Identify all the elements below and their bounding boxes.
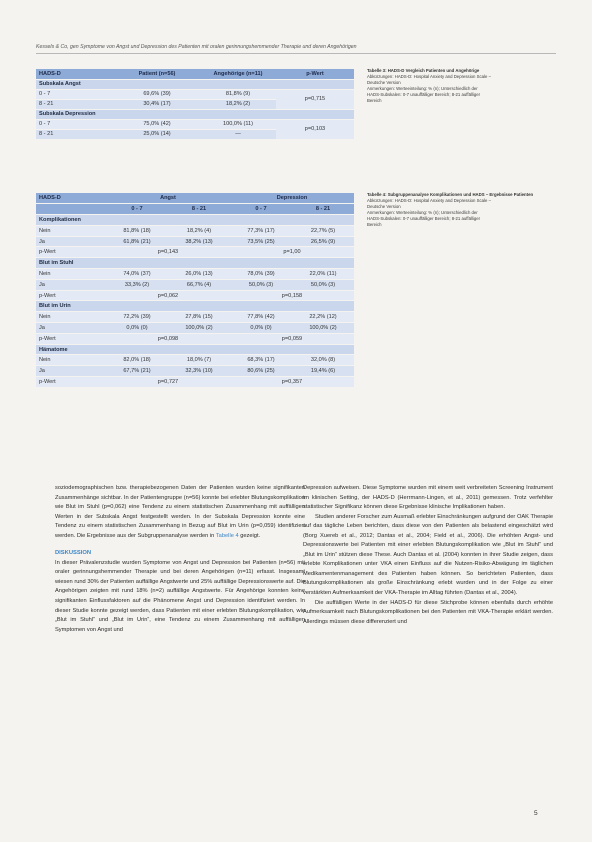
p-value-cell: p=0,357 bbox=[230, 377, 354, 388]
row-label: 8 - 21 bbox=[36, 129, 114, 139]
header-cell: Angehörige (n=11) bbox=[200, 69, 276, 79]
row-label: p-Wert bbox=[36, 247, 106, 258]
header-cell: HADS-D bbox=[36, 69, 114, 79]
table-cell: 22,2% (12) bbox=[292, 312, 354, 323]
table-row bbox=[36, 89, 354, 99]
row-label: Ja bbox=[36, 366, 106, 377]
caption-line: Bereich bbox=[367, 222, 382, 228]
table-row bbox=[36, 323, 354, 334]
table-cell: 100,0% (11) bbox=[200, 119, 276, 129]
caption-line: Deutsche Version bbox=[367, 80, 401, 86]
header-cell: Angst bbox=[106, 193, 230, 204]
header-cell: p-Wert bbox=[276, 69, 354, 79]
section-title: Subskala Angst bbox=[36, 79, 354, 89]
text-column-left bbox=[55, 484, 305, 635]
section-row bbox=[36, 301, 354, 312]
table-cell: 75,0% (42) bbox=[114, 119, 200, 129]
section-heading: DISKUSSION bbox=[55, 550, 92, 557]
table-cell: 25,0% (14) bbox=[114, 129, 200, 139]
table-cell: 50,0% (3) bbox=[230, 279, 292, 290]
caption-title: Tabelle 4: Subgruppenanalyse Komplikationen und HADS – Ergebnisse Patienten bbox=[367, 192, 534, 197]
header-cell: HADS-D bbox=[36, 193, 106, 204]
row-label: p-Wert bbox=[36, 333, 106, 344]
table-cell: 82,0% (18) bbox=[106, 355, 168, 366]
table-cell: 27,8% (15) bbox=[168, 312, 230, 323]
row-label: Ja bbox=[36, 323, 106, 334]
table-cell: 22,0% (11) bbox=[292, 269, 354, 280]
table-cell: 26,0% (13) bbox=[168, 269, 230, 280]
table-cell: — bbox=[200, 129, 276, 139]
row-label: Ja bbox=[36, 236, 106, 247]
table-caption bbox=[367, 192, 557, 229]
row-label: 0 - 7 bbox=[36, 119, 114, 129]
table-cell: 78,0% (39) bbox=[230, 269, 292, 280]
row-label: p-Wert bbox=[36, 377, 106, 388]
caption-line: HADS-Subskalen: 0-7 unauffälliger Bereich; 8-21 auffälliger bbox=[367, 92, 481, 98]
table-cell: 73,5% (25) bbox=[230, 236, 292, 247]
header-cell: 8 - 21 bbox=[168, 204, 230, 215]
caption-line: HADS-Subskalen: 0-7 unauffälliger Bereich; 8-21 auffälliger bbox=[367, 216, 481, 222]
p-value-row bbox=[36, 247, 354, 258]
paragraph-text: gezeigt. bbox=[240, 532, 261, 539]
header-cell: 0 - 7 bbox=[230, 204, 292, 215]
table-cell: 33,3% (2) bbox=[106, 279, 168, 290]
table-cell: 19,4% (6) bbox=[292, 366, 354, 377]
section-row bbox=[36, 109, 354, 119]
table-cell: 67,7% (21) bbox=[106, 366, 168, 377]
p-value-cell: p=0,098 bbox=[106, 333, 230, 344]
table-cell: 100,0% (2) bbox=[292, 323, 354, 334]
section-title: Blut im Urin bbox=[36, 301, 354, 312]
section-row bbox=[36, 344, 354, 355]
table-cell: 77,3% (17) bbox=[230, 225, 292, 236]
text-column-right bbox=[303, 484, 553, 627]
paragraph: Die auffälligen Werte in der HADS-D für diese Stichprobe können ebenfalls durch erhöhte Aufmerksamkeit nach Blutungskomplikationen bei den Patienten mit VKA-Therapie erklärt werden. Allerdings müssen diese differenziert und bbox=[303, 599, 553, 625]
table-header-row bbox=[36, 193, 354, 204]
row-label: 0 - 7 bbox=[36, 89, 114, 99]
caption-line: Deutsche Version bbox=[367, 204, 401, 210]
table-cell: 18,2% (4) bbox=[168, 225, 230, 236]
table-caption bbox=[367, 68, 557, 105]
row-label: p-Wert bbox=[36, 290, 106, 301]
section-title: Subskala Depression bbox=[36, 109, 354, 119]
paragraph: Depression aufweisen. Diese Symptome wurden mit einem weit verbreiteten Screening Instrument im klinischen Setting, der HADS-D (Herrmann-Lingen, et al., 2011) gemessen. Trotz verfehlter statistischer Signifikanz können diese Ergebnisse klinische Implikationen haben. bbox=[303, 485, 553, 511]
p-value-cell: p=0,715 bbox=[276, 89, 354, 109]
p-value-cell: p=0,143 bbox=[106, 247, 230, 258]
p-value-cell: p=0,103 bbox=[276, 119, 354, 139]
table-subgroup-analysis bbox=[36, 193, 354, 388]
table-cell: 81,8% (9) bbox=[200, 89, 276, 99]
caption-line: Bereich bbox=[367, 98, 382, 104]
table-row bbox=[36, 119, 354, 129]
table-row bbox=[36, 355, 354, 366]
table-cell: 32,0% (8) bbox=[292, 355, 354, 366]
table-body bbox=[36, 215, 354, 388]
table-cell: 72,2% (39) bbox=[106, 312, 168, 323]
section-title: Komplikationen bbox=[36, 215, 354, 226]
table-hads-comparison bbox=[36, 69, 354, 140]
paragraph-text: soziodemographischen bzw. therapiebezogenen Daten der Patienten wurden keine signifikanten Zusammenhänge sichtbar. In der Patientengruppe (n=56) konnte bei erlebter Blutungskomplikation wie Blut im Stuhl (p=0,062) eine Tendenz zu einem statistischen Zusammenhang mit auffälligen Werten in der Subskala Angst festgestellt werden. In der Subskala Depression konnte eine Tendenz zu einem statistischen Zusammenhang in Bezug auf Blut im Urin (p=0,059) identifiziert werden. Die Ergebnisse aus der Subgruppenanalyse werden in bbox=[55, 485, 305, 539]
section-title: Hämatome bbox=[36, 344, 354, 355]
row-label: 8 - 21 bbox=[36, 99, 114, 109]
table-cell: 18,2% (2) bbox=[200, 99, 276, 109]
table-cell: 100,0% (2) bbox=[168, 323, 230, 334]
row-label: Nein bbox=[36, 269, 106, 280]
p-value-cell: p=0,059 bbox=[230, 333, 354, 344]
row-label: Nein bbox=[36, 312, 106, 323]
table-cell: 32,3% (10) bbox=[168, 366, 230, 377]
table-row bbox=[36, 236, 354, 247]
caption-line: Abkürzungen: HADS-D: Hospital Anxiety and Depression Scale – bbox=[367, 74, 491, 80]
section-row bbox=[36, 258, 354, 269]
table-reference-link[interactable]: Tabelle 4 bbox=[215, 532, 239, 539]
section-row bbox=[36, 215, 354, 226]
p-value-row bbox=[36, 333, 354, 344]
table-cell: 66,7% (4) bbox=[168, 279, 230, 290]
table-cell: 69,6% (39) bbox=[114, 89, 200, 99]
paragraph: In dieser Prävalenzstudie wurden Symptome von Angst und Depression bei Patienten (n=56) mit oraler gerinnungshemmender Therapie und bei deren Angehörigen (n=11) erfasst. Insgesamt wiesen rund 30% der Patienten auffällige Angstwerte und 25% auffällige Depressionswerte auf. Die Angehörigen zeigten mit rund 18% (n=2) auffällige Angstwerte. Für Angehörige konnten keine signifikanten Einflussfaktoren auf die Phänomene Angst und Depression identifiziert werden. In dieser Studie konnte gezeigt werden, dass Patienten mit einer erlebten Blutungskomplikation, wie „Blut im Stuhl“ und „Blut im Urin“, eine Tendenz zu einem Zusammenhang mit auffälligen Symptomen von Angst und bbox=[55, 559, 305, 633]
table-subheader-row bbox=[36, 204, 354, 215]
p-value-row bbox=[36, 290, 354, 301]
table-cell: 26,5% (9) bbox=[292, 236, 354, 247]
table-cell: 18,0% (7) bbox=[168, 355, 230, 366]
p-value-cell: p=0,062 bbox=[106, 290, 230, 301]
table-cell: 61,8% (21) bbox=[106, 236, 168, 247]
running-head: Kessels & Co, gen Symptome von Angst und Depression des Patienten mit oralen gerinnungshemmender Therapie und deren Angehörigen bbox=[36, 44, 556, 54]
header-cell: 0 - 7 bbox=[106, 204, 168, 215]
paragraph: Studien anderer Forscher zum Ausmaß erlebter Einschränkungen aufgrund der OAK Therapie auf das tägliche Leben berichten, dass diese von den Patienten als belastend eingeschätzt wird (Borg Xuereb et al., 2012; Dantas et al., 2004; Field et al., 2006). Die erhöhten Angst- und Depressionswerte bei Patienten mit einer erlebten Blutungskomplikation wie „Blut im Stuhl“ und „Blut im Urin“ stützen diese These. Auch Dantas et al. (2004) konnten in ihrer Studie zeigen, dass erlebte Komplikationen unter VKA einen Einfluss auf die Nutzen-Risiko-Abwägung im täglichen Medikamentenmanagement des Patienten haben können. So berichteten Patienten, dass Blutungskomplikationen als große Einschränkung erlebt wurden und in der Folge zu einer verstärkten Aufmerksamkeit der VKA-Therapie im Alltag führten (Dantas et al., 2004). bbox=[303, 513, 553, 597]
row-label: Nein bbox=[36, 225, 106, 236]
page-number: 5 bbox=[534, 810, 538, 817]
table-cell: 74,0% (37) bbox=[106, 269, 168, 280]
p-value-cell: p=0,158 bbox=[230, 290, 354, 301]
table-row bbox=[36, 225, 354, 236]
table-cell: 81,8% (18) bbox=[106, 225, 168, 236]
p-value-cell: p=0,727 bbox=[106, 377, 230, 388]
paragraph bbox=[55, 484, 305, 541]
p-value-cell: p=1,00 bbox=[230, 247, 354, 258]
table-row bbox=[36, 269, 354, 280]
section-row bbox=[36, 79, 354, 89]
table-cell: 50,0% (3) bbox=[292, 279, 354, 290]
table-cell: 0,0% (0) bbox=[106, 323, 168, 334]
caption-line: Anmerkungen: Werteeinteilung: % (n); Unterschiedlich der bbox=[367, 86, 478, 92]
table-cell: 80,6% (25) bbox=[230, 366, 292, 377]
row-label: Ja bbox=[36, 279, 106, 290]
table-cell: 22,7% (5) bbox=[292, 225, 354, 236]
caption-line: Anmerkungen: Werteeinteilung: % (n); Unterschiedlich der bbox=[367, 210, 478, 216]
header-cell: Depression bbox=[230, 193, 354, 204]
header-cell: Patient (n=56) bbox=[114, 69, 200, 79]
table-cell: 0,0% (0) bbox=[230, 323, 292, 334]
table-cell: 68,3% (17) bbox=[230, 355, 292, 366]
table-cell: 77,8% (42) bbox=[230, 312, 292, 323]
table-cell: 30,4% (17) bbox=[114, 99, 200, 109]
table-row bbox=[36, 366, 354, 377]
table-row bbox=[36, 279, 354, 290]
header-cell: 8 - 21 bbox=[292, 204, 354, 215]
table-cell: 38,2% (13) bbox=[168, 236, 230, 247]
caption-title: Tabelle 3: HADS-D Vergleich Patienten und Angehörige bbox=[367, 68, 480, 73]
section-title: Blut im Stuhl bbox=[36, 258, 354, 269]
row-label: Nein bbox=[36, 355, 106, 366]
p-value-row bbox=[36, 377, 354, 388]
table-row bbox=[36, 312, 354, 323]
caption-line: Abkürzungen: HADS-D: Hospital Anxiety and Depression Scale – bbox=[367, 198, 491, 204]
table-header-row bbox=[36, 69, 354, 79]
